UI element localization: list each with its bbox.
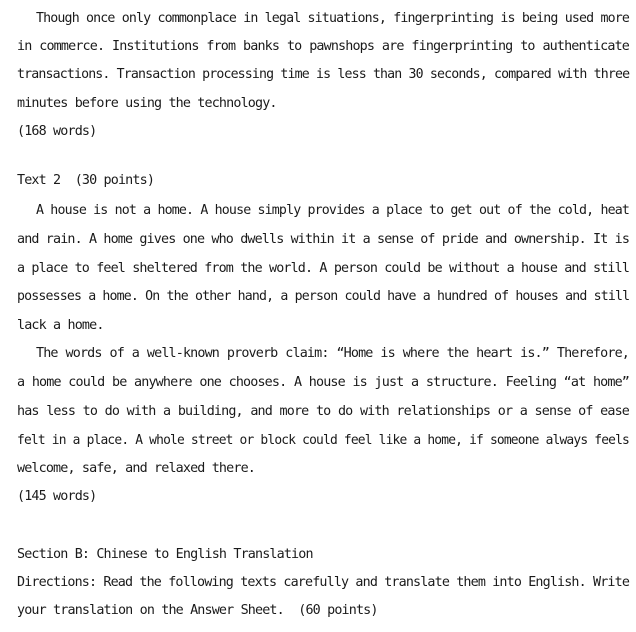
section-b-directions-line: your translation on the Answer Sheet. (60 points)	[17, 603, 378, 618]
section-b-heading: Section B: Chinese to English Translation	[17, 547, 313, 562]
text2-p1-line: possesses a home. On the other hand, a person could have a hundred of houses and still	[17, 289, 630, 304]
text2-p2-line: welcome, safe, and relaxed there.	[17, 461, 255, 476]
text2-p1-line: and rain. A home gives one who dwells within it a sense of pride and ownership. It is	[17, 232, 630, 247]
text1-line: Though once only commonplace in legal situations, fingerprinting is being used more	[36, 11, 630, 26]
text2-p2-line: felt in a place. A whole street or block could feel like a home, if someone always feels	[17, 433, 630, 448]
text1-line: minutes before using the technology.	[17, 96, 277, 111]
text2-p2-line: The words of a well-known proverb claim: “Home is where the heart is.” Therefore,	[36, 346, 629, 361]
text2-word-count: (145 words)	[17, 489, 97, 504]
text1-line: transactions. Transaction processing time is less than 30 seconds, compared with three	[17, 67, 630, 82]
text2-p2-line: a home could be anywhere one chooses. A house is just a structure. Feeling “at home”	[17, 375, 629, 390]
text2-p1-line: A house is not a home. A house simply provides a place to get out of the cold, heat	[36, 203, 630, 218]
text1-word-count: (168 words)	[17, 124, 97, 139]
text2-p1-line: lack a home.	[17, 318, 104, 333]
section-b-directions-line: Directions: Read the following texts carefully and translate them into English. Write	[17, 575, 630, 590]
text2-p2-line: has less to do with a building, and more to do with relationships or a sense of ease	[17, 404, 629, 419]
text2-heading: Text 2 (30 points)	[17, 173, 155, 188]
text1-line: in commerce. Institutions from banks to pawnshops are fingerprinting to authenticate	[17, 39, 629, 54]
text2-p1-line: a place to feel sheltered from the world. A person could be without a house and still	[17, 261, 630, 276]
